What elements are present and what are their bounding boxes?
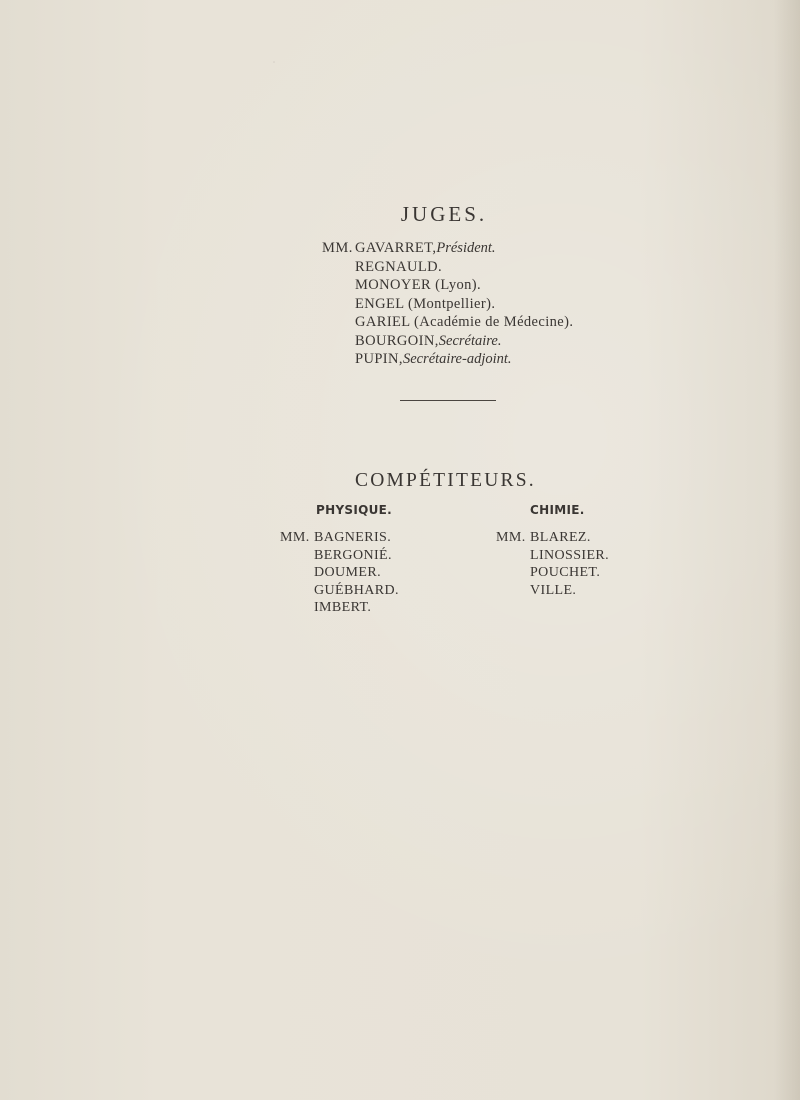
candidate-name: POUCHET. (530, 565, 601, 581)
juge-name: PUPIN, (355, 351, 403, 367)
list-item (280, 582, 399, 600)
juge-name: GARIEL (Académie de Médecine). (355, 314, 574, 330)
juge-name: MONOYER (Lyon). (355, 277, 482, 293)
juges-row (322, 239, 573, 258)
chimie-heading: CHIMIE. (530, 503, 585, 517)
juge-role: Secrétaire. (438, 332, 502, 349)
page-edge-shadow (774, 0, 800, 1100)
candidate-name: IMBERT. (314, 600, 372, 616)
juges-row (322, 332, 573, 351)
juge-name: BOURGOIN, (355, 332, 439, 349)
physique-prefix: MM. (280, 530, 310, 545)
list-item (496, 582, 609, 600)
juges-list (322, 239, 573, 369)
list-item (496, 547, 609, 565)
physique-heading: PHYSIQUE. (316, 503, 393, 517)
juges-row (322, 313, 573, 332)
list-item (496, 529, 609, 547)
list-item (280, 599, 399, 617)
chimie-list (496, 529, 609, 599)
candidate-name: BAGNERIS. (314, 530, 392, 545)
candidate-name: LINOSSIER. (530, 547, 610, 563)
juge-role: Président. (436, 240, 496, 256)
juges-row (322, 276, 573, 295)
competiteurs-title: COMPÉTITEURS. (355, 470, 536, 492)
physique-list (280, 529, 399, 617)
juges-row (322, 295, 573, 314)
list-item (280, 529, 399, 547)
section-divider (400, 400, 496, 401)
show-through-line: . (270, 50, 276, 67)
juges-prefix: MM. (322, 240, 353, 256)
list-item (280, 564, 399, 582)
juge-name: ENGEL (Montpellier). (355, 295, 496, 312)
candidate-name: BERGONIÉ. (314, 547, 392, 563)
candidate-name: BLAREZ. (530, 530, 591, 545)
juges-row (322, 350, 573, 369)
juge-name: GAVARRET, (355, 240, 437, 256)
juges-row (322, 258, 573, 277)
candidate-name: DOUMER. (314, 565, 381, 581)
candidate-name: GUÉBHARD. (314, 582, 399, 598)
list-item (280, 547, 399, 565)
chimie-prefix: MM. (496, 530, 526, 545)
juge-role: Secrétaire-adjoint. (402, 351, 512, 367)
candidate-name: VILLE. (530, 582, 577, 598)
juge-name: REGNAULD. (355, 258, 442, 275)
juges-title: JUGES. (400, 202, 488, 227)
list-item (496, 564, 609, 582)
